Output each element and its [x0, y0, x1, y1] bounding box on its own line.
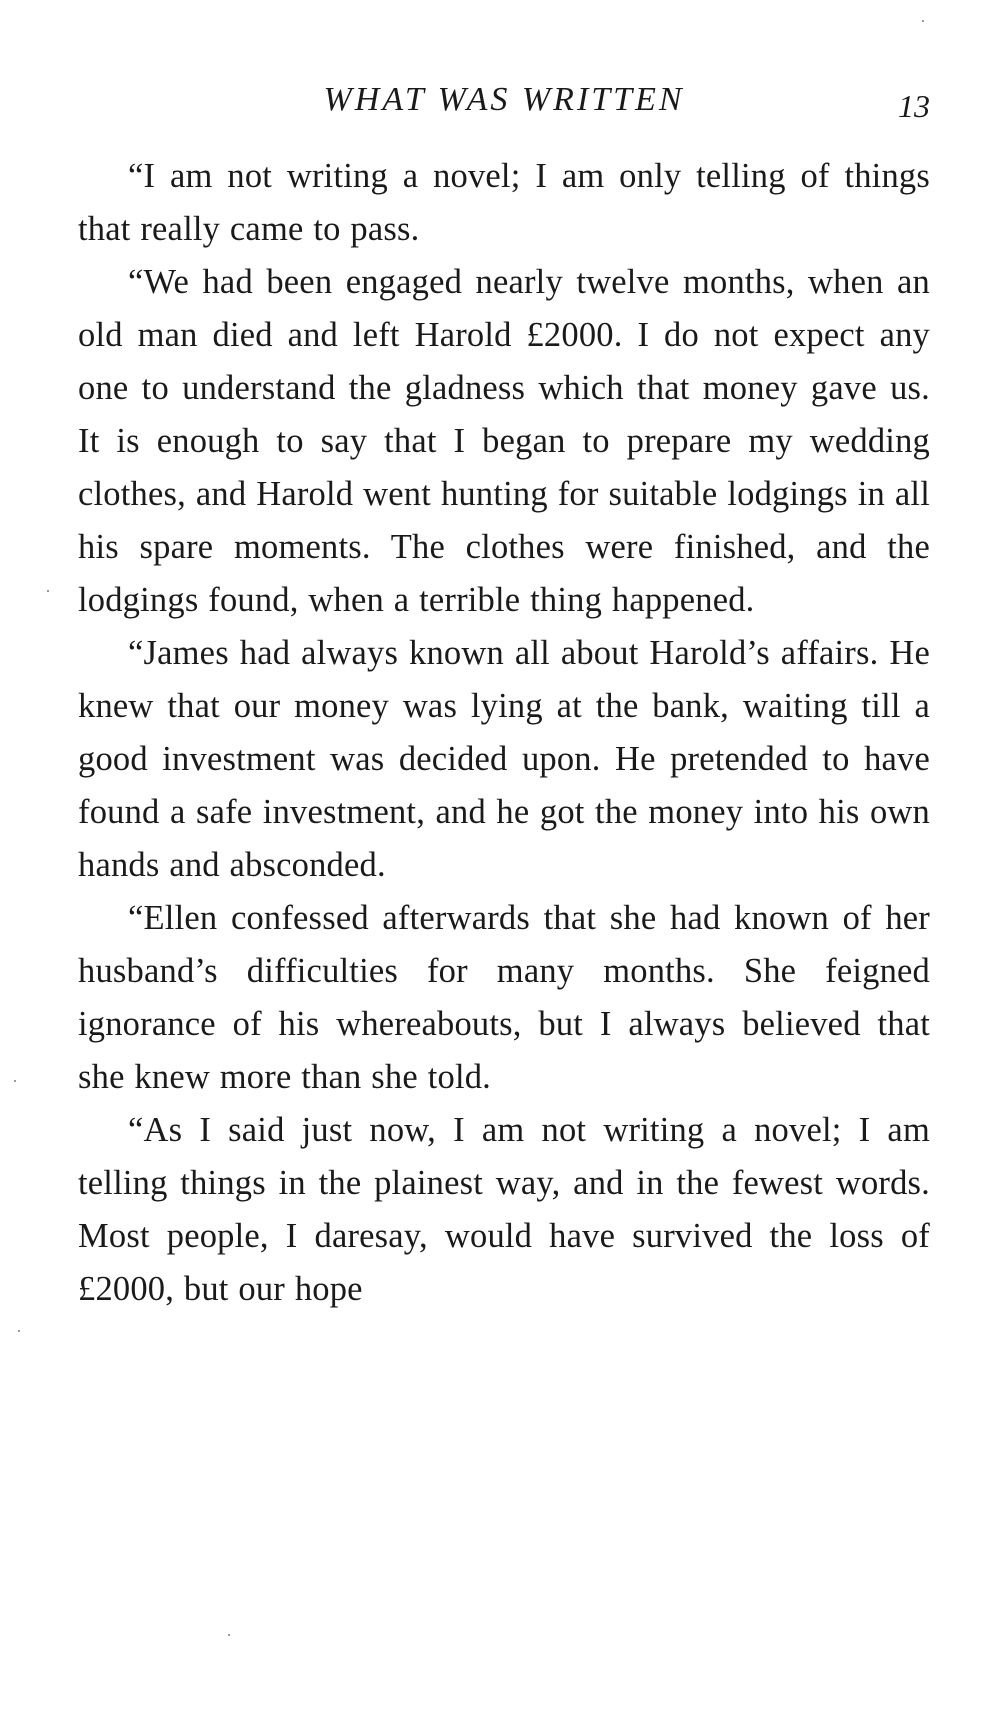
page-number: 13: [898, 88, 930, 124]
paragraph-2: “We had been engaged nearly twelve months, when an old man died and left Harold £2000. I do not expect any one to understand the gladness which that money gave us. It is enough to say that I began to prepare my wedding clothes, and Harold went hunting for suitable lodgings in all his spare moments. The clothes were finished, and the lodgings found, when a terrible thing happened.: [78, 263, 930, 619]
paper-speck: [228, 1634, 230, 1636]
running-title: WHAT WAS WRITTEN: [323, 81, 685, 118]
paragraph-4: “Ellen confessed afterwards that she had known of her husband’s difficulties for many months. She feigned ignorance of his whereabouts, but I always believed that she knew more than she told.: [78, 899, 930, 1096]
paper-speck: [922, 20, 924, 22]
paper-speck: [47, 590, 49, 592]
paragraph-5: “As I said just now, I am not writing a novel; I am telling things in the plainest way, and in the fewest words. Most people, I daresay, would have survived the loss of £2000, but our hope: [78, 1111, 930, 1308]
paragraph-1: “I am not writing a novel; I am only telling of things that really came to pass.: [78, 157, 930, 248]
running-head: [78, 70, 930, 130]
body-text: [78, 150, 930, 1316]
paragraph-3: “James had always known all about Harold’s affairs. He knew that our money was lying at the bank, waiting till a good investment was decided upon. He pretended to have found a safe investment, and he got the money into his own hands and absconded.: [78, 634, 930, 884]
paper-speck: [18, 1330, 20, 1332]
paper-speck: [14, 1080, 16, 1082]
